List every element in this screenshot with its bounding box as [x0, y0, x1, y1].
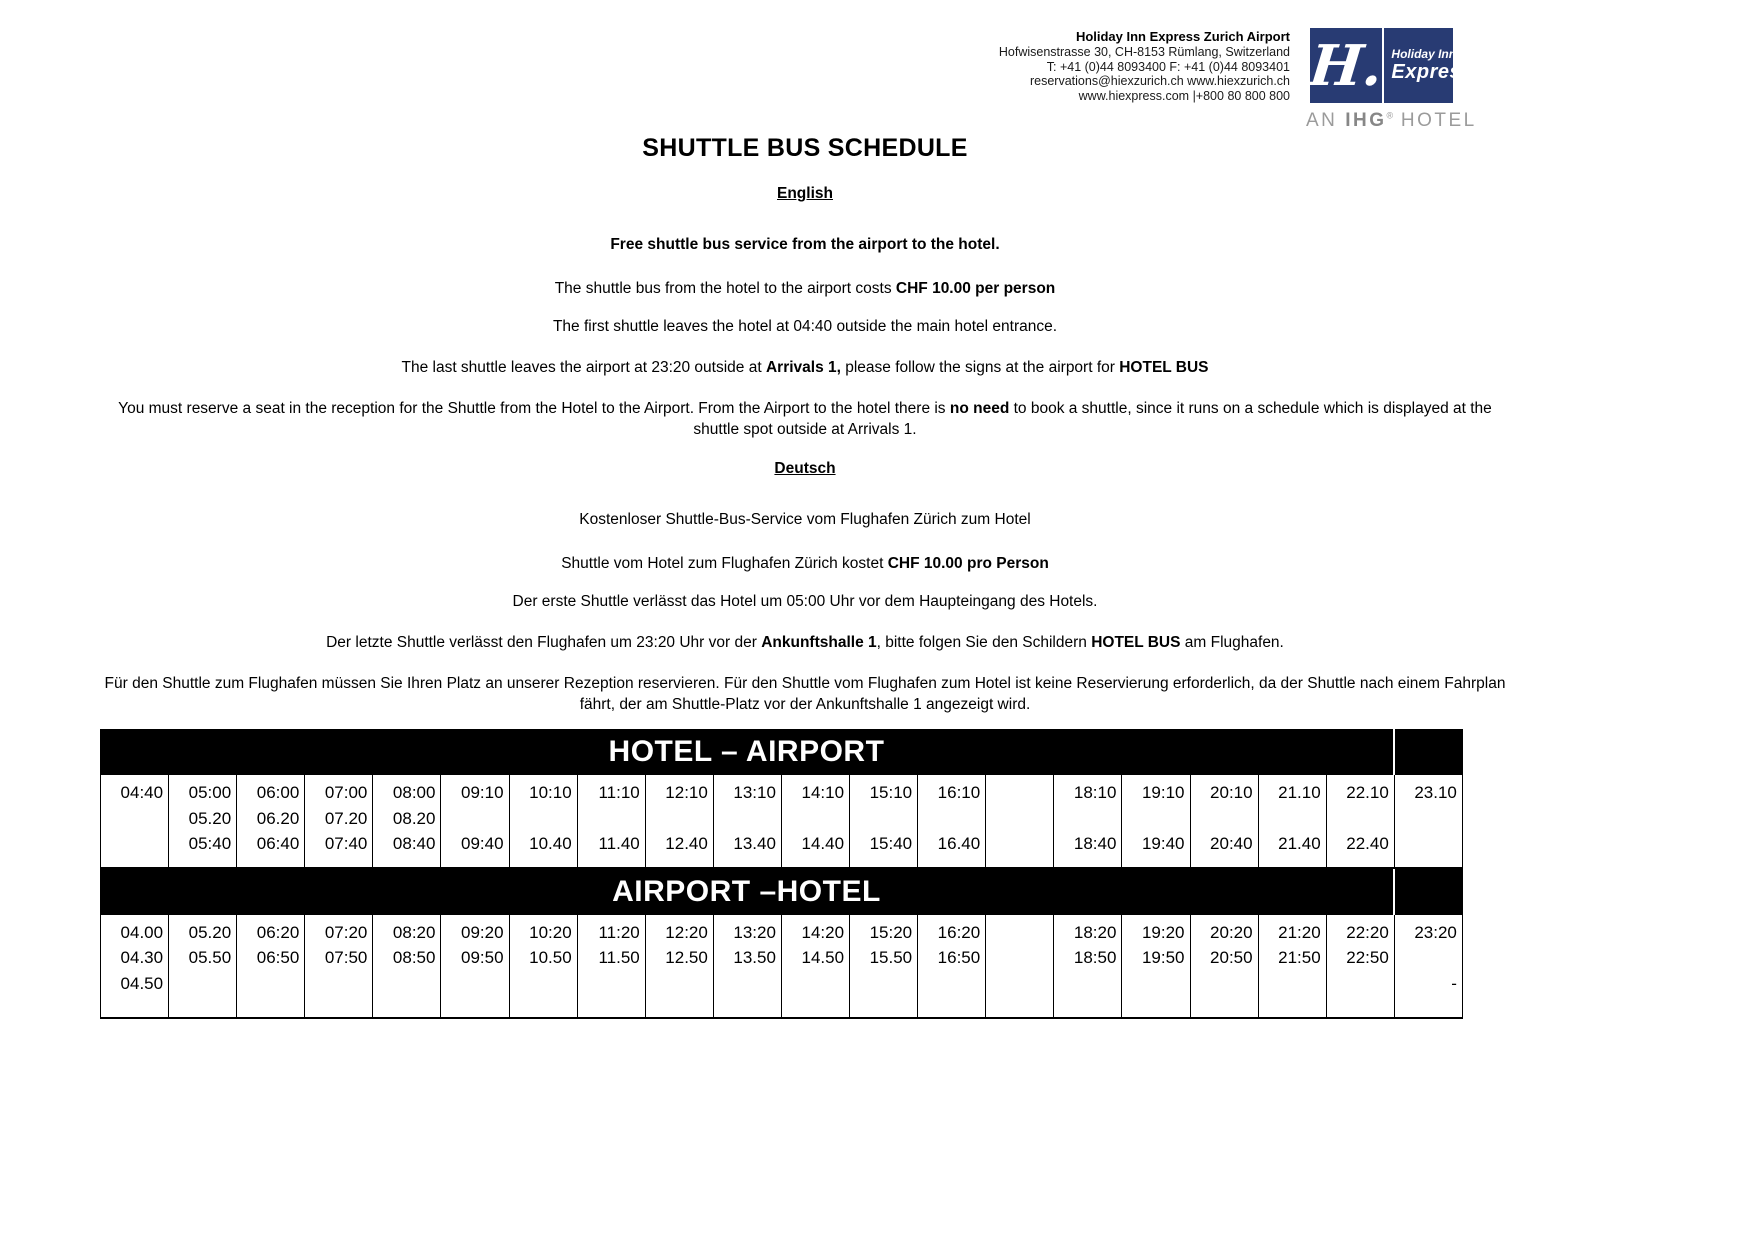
departure-time: 10:20 [529, 922, 572, 942]
departure-time: 12.50 [665, 948, 708, 967]
schedule-cell [1327, 915, 1395, 1018]
schedule-table-hotel-airport [100, 729, 1463, 869]
departure-time: 06:50 [256, 948, 300, 967]
departure-time: 06.20 [256, 808, 300, 828]
departure-time [918, 806, 980, 832]
departure-time [101, 806, 163, 832]
departure-time [578, 806, 640, 832]
departure-time: 19:10 [1141, 783, 1185, 802]
schedule-cell [510, 915, 578, 1018]
departure-time: 12:20 [665, 922, 708, 942]
departure-time: 14:20 [801, 922, 845, 942]
departure-time [510, 971, 572, 997]
departure-time [237, 971, 299, 997]
departure-time: 11.40 [598, 834, 640, 853]
schedule-cell [1395, 775, 1463, 867]
departure-time: 10.40 [529, 834, 572, 853]
departure-time [1122, 806, 1184, 832]
departure-time [782, 971, 844, 997]
departure-time [646, 806, 708, 832]
departure-time: 07:00 [324, 783, 368, 802]
logo-express-text: Express [1391, 61, 1473, 83]
schedule-cell [373, 775, 441, 867]
departure-time [1395, 831, 1457, 857]
paragraph: The shuttle bus from the hotel to the airport costs CHF 10.00 per person [554, 280, 1056, 297]
departure-time: 21:50 [1278, 948, 1321, 967]
schedule-cell [714, 775, 782, 867]
departure-time: 09:50 [461, 948, 504, 967]
departure-time [1395, 806, 1457, 832]
english-paragraphs [100, 234, 1510, 440]
ihg-tagline: AN IHG® HOTEL [1306, 110, 1477, 131]
table-title-airport-hotel: AIRPORT –HOTEL [100, 869, 1395, 915]
hotel-phone-fax: T: +41 (0)44 8093400 F: +41 (0)44 8093401 [1046, 59, 1290, 74]
paragraph: The first shuttle leaves the hotel at 04:40 outside the main hotel entrance. [552, 318, 1058, 335]
departure-time: 09:10 [461, 783, 504, 802]
departure-time: 23:20 [1414, 922, 1457, 942]
departure-time: 22.10 [1346, 783, 1389, 802]
schedule-cell [510, 775, 578, 867]
departure-time: 20:50 [1210, 948, 1253, 967]
departure-time: - [1451, 973, 1457, 993]
departure-time [305, 971, 367, 997]
departure-time [714, 806, 776, 832]
departure-time [441, 971, 503, 997]
departure-time: 22:20 [1346, 922, 1389, 942]
departure-time [986, 831, 1048, 857]
ihg-brand-text: IHG [1345, 110, 1387, 131]
departure-time: 07.20 [324, 808, 368, 828]
departure-time: 06:00 [256, 783, 300, 802]
departure-time [1191, 971, 1253, 997]
departure-time: 06:40 [256, 834, 300, 853]
departure-time: 09:20 [461, 922, 504, 942]
german-paragraphs [100, 509, 1510, 715]
departure-time: 16:50 [937, 948, 981, 967]
schedule-cell [578, 915, 646, 1018]
schedule-cell [646, 915, 714, 1018]
departure-time [782, 806, 844, 832]
schedule-cell [782, 775, 850, 867]
departure-time: 05.20 [188, 808, 232, 828]
section-heading-english: English [777, 185, 833, 202]
departure-time: 16:10 [937, 783, 981, 802]
departure-time [714, 971, 776, 997]
departure-time [1054, 971, 1116, 997]
departure-time: 15:10 [869, 783, 913, 802]
departure-time: 10.50 [529, 948, 572, 967]
departure-time: 07:20 [324, 922, 368, 942]
departure-time [986, 780, 1048, 806]
schedule-cell [850, 915, 918, 1018]
schedule-cell [850, 775, 918, 867]
registered-mark-icon: ® [1386, 110, 1394, 121]
departure-time [646, 971, 708, 997]
paragraph: Der letzte Shuttle verlässt den Flughafen um 23:20 Uhr vor der Ankunftshalle 1, bitte folgen Sie den Schildern HOTEL BUS am Flughafen. [326, 634, 1284, 651]
departure-time: 20:10 [1210, 783, 1253, 802]
departure-time [1259, 971, 1321, 997]
departure-time: 08:50 [392, 948, 436, 967]
schedule-cell [1054, 775, 1122, 867]
schedule-cell [237, 775, 305, 867]
schedule-cell [782, 915, 850, 1018]
schedule-cell [1259, 915, 1327, 1018]
paragraph: Shuttle vom Hotel zum Flughafen Zürich kostet CHF 10.00 pro Person [561, 555, 1049, 572]
page-title: SHUTTLE BUS SCHEDULE [642, 134, 968, 162]
departure-time: 13:10 [733, 783, 776, 802]
schedule-cell [1395, 915, 1463, 1018]
departure-time: 08.20 [392, 808, 436, 828]
departure-time: 19:40 [1141, 834, 1185, 853]
departure-time: 18:20 [1073, 922, 1117, 942]
departure-time [986, 806, 1048, 832]
table-title-hotel-airport: HOTEL – AIRPORT [100, 729, 1395, 775]
departure-time [1259, 806, 1321, 832]
departure-time [441, 806, 503, 832]
departure-time: 22:50 [1346, 948, 1389, 967]
table-title-spacer [1395, 869, 1463, 915]
section-heading-german: Deutsch [774, 460, 836, 477]
hotel-email-web: reservations@hiexzurich.ch www.hiexzurich.ch [1029, 74, 1290, 89]
document-content [100, 0, 1510, 1019]
schedule-cell [305, 775, 373, 867]
departure-time: 20:40 [1210, 834, 1253, 853]
schedule-cell [1259, 775, 1327, 867]
schedule-tables [100, 729, 1463, 1019]
departure-time: 07:40 [324, 834, 368, 853]
departure-time: 04:40 [120, 783, 164, 802]
paragraph: The last shuttle leaves the airport at 23:20 outside at Arrivals 1, please follow the signs at the airport for HOTEL BUS [401, 359, 1209, 376]
departure-time: 14:10 [801, 783, 845, 802]
schedule-cell [918, 915, 986, 1018]
departure-time: 05.50 [188, 948, 232, 967]
departure-time [1191, 806, 1253, 832]
schedule-cell [1327, 775, 1395, 867]
logo-holiday-inn-text: Holiday Inn [1391, 47, 1457, 61]
departure-time: 08:40 [392, 834, 436, 853]
departure-time: 08:20 [392, 922, 436, 942]
departure-time [850, 971, 912, 997]
schedule-cell [714, 915, 782, 1018]
departure-time [578, 971, 640, 997]
paragraph: You must reserve a seat in the reception for the Shuttle from the Hotel to the Airport. From the Airport to the hotel there is no need to book a shuttle, since it runs on a schedule which is displayed at the shuttle spot outside at Arrivals 1. [118, 400, 1492, 438]
schedule-cell [441, 915, 509, 1018]
departure-time: 13.50 [733, 948, 776, 967]
departure-time: 14.50 [801, 948, 845, 967]
departure-time: 19:50 [1141, 948, 1185, 967]
departure-time [1327, 971, 1389, 997]
departure-time [1395, 945, 1457, 971]
departure-time: 06:20 [256, 922, 300, 942]
schedule-cell [578, 775, 646, 867]
schedule-cell [1191, 775, 1259, 867]
schedule-cell [646, 775, 714, 867]
departure-time: 13:20 [733, 922, 776, 942]
departure-time: 19:20 [1141, 922, 1185, 942]
departure-time: 18:10 [1073, 783, 1117, 802]
departure-time: 11:10 [598, 783, 640, 802]
schedule-cell [305, 915, 373, 1018]
departure-time: 11:20 [598, 922, 640, 942]
departure-time [101, 831, 163, 857]
paragraph: Der erste Shuttle verlässt das Hotel um 05:00 Uhr vor dem Haupteingang des Hotels. [512, 593, 1098, 610]
departure-time [986, 920, 1048, 946]
departure-time: 22.40 [1346, 834, 1389, 853]
departure-time: 15:20 [869, 922, 913, 942]
schedule-cell [169, 775, 237, 867]
schedule-cell [986, 915, 1054, 1018]
departure-time [169, 971, 231, 997]
logo-h-monogram-icon: H. [1310, 28, 1384, 103]
schedule-cell [373, 915, 441, 1018]
paragraph: Free shuttle bus service from the airport to the hotel. [610, 236, 1000, 253]
schedule-cell [441, 775, 509, 867]
departure-time: 04.30 [120, 948, 164, 967]
table-title-spacer [1395, 729, 1463, 775]
schedule-cell [918, 775, 986, 867]
departure-time: 13.40 [733, 834, 776, 853]
schedule-cell [1191, 915, 1259, 1018]
hotel-web-phone: www.hiexpress.com |+800 80 800 800 [1078, 89, 1290, 104]
departure-time: 11.50 [598, 948, 640, 967]
departure-time: 18:50 [1073, 948, 1117, 967]
departure-time: 23.10 [1414, 783, 1457, 802]
schedule-table-airport-hotel [100, 869, 1463, 1020]
departure-time: 16:20 [937, 922, 981, 942]
departure-time: 04.00 [120, 922, 164, 942]
departure-time [986, 945, 1048, 971]
departure-time: 18:40 [1073, 834, 1117, 853]
departure-time: 15.50 [869, 948, 913, 967]
departure-time: 21.40 [1278, 834, 1321, 853]
departure-time: 05:00 [188, 783, 232, 802]
schedule-cell [1122, 775, 1190, 867]
schedule-cell [986, 775, 1054, 867]
departure-time [373, 971, 435, 997]
departure-time: 21:20 [1278, 922, 1321, 942]
paragraph: Für den Shuttle zum Flughafen müssen Sie Ihren Platz an unserer Rezeption reservieren. Für den Shuttle vom Flughafen zum Hotel ist keine Reservierung erforderlich, da der Shuttle nach einem Fahrplan fährt, der am Shuttle-Platz vor der Ankunftshalle 1 angezeigt wird. [104, 675, 1506, 713]
departure-time [918, 971, 980, 997]
schedule-cell [100, 915, 169, 1018]
departure-time: 16.40 [937, 834, 981, 853]
departure-time [986, 971, 1048, 997]
departure-time: 12:10 [665, 783, 708, 802]
departure-time: 20:20 [1210, 922, 1253, 942]
departure-time: 10:10 [529, 783, 572, 802]
departure-time: 05:40 [188, 834, 232, 853]
departure-time: 21.10 [1278, 783, 1321, 802]
departure-time: 05.20 [188, 922, 232, 942]
schedule-cell [1122, 915, 1190, 1018]
departure-time: 14.40 [801, 834, 845, 853]
hotel-address: Hofwisenstrasse 30, CH-8153 Rümlang, Switzerland [998, 44, 1290, 59]
hotel-name: Holiday Inn Express Zurich Airport [1075, 29, 1290, 44]
departure-time [850, 806, 912, 832]
departure-time [510, 806, 572, 832]
schedule-cell [169, 915, 237, 1018]
schedule-cell [237, 915, 305, 1018]
departure-time [1327, 806, 1389, 832]
schedule-cell [1054, 915, 1122, 1018]
departure-time [1122, 971, 1184, 997]
departure-time: 04.50 [120, 973, 164, 993]
schedule-cell [100, 775, 169, 867]
paragraph: Kostenloser Shuttle-Bus-Service vom Flughafen Zürich zum Hotel [579, 511, 1031, 528]
departure-time: 09:40 [461, 834, 504, 853]
departure-time: 12.40 [665, 834, 708, 853]
departure-time: 08:00 [392, 783, 436, 802]
departure-time: 15:40 [869, 834, 913, 853]
departure-time: 07:50 [324, 948, 368, 967]
departure-time [1054, 806, 1116, 832]
